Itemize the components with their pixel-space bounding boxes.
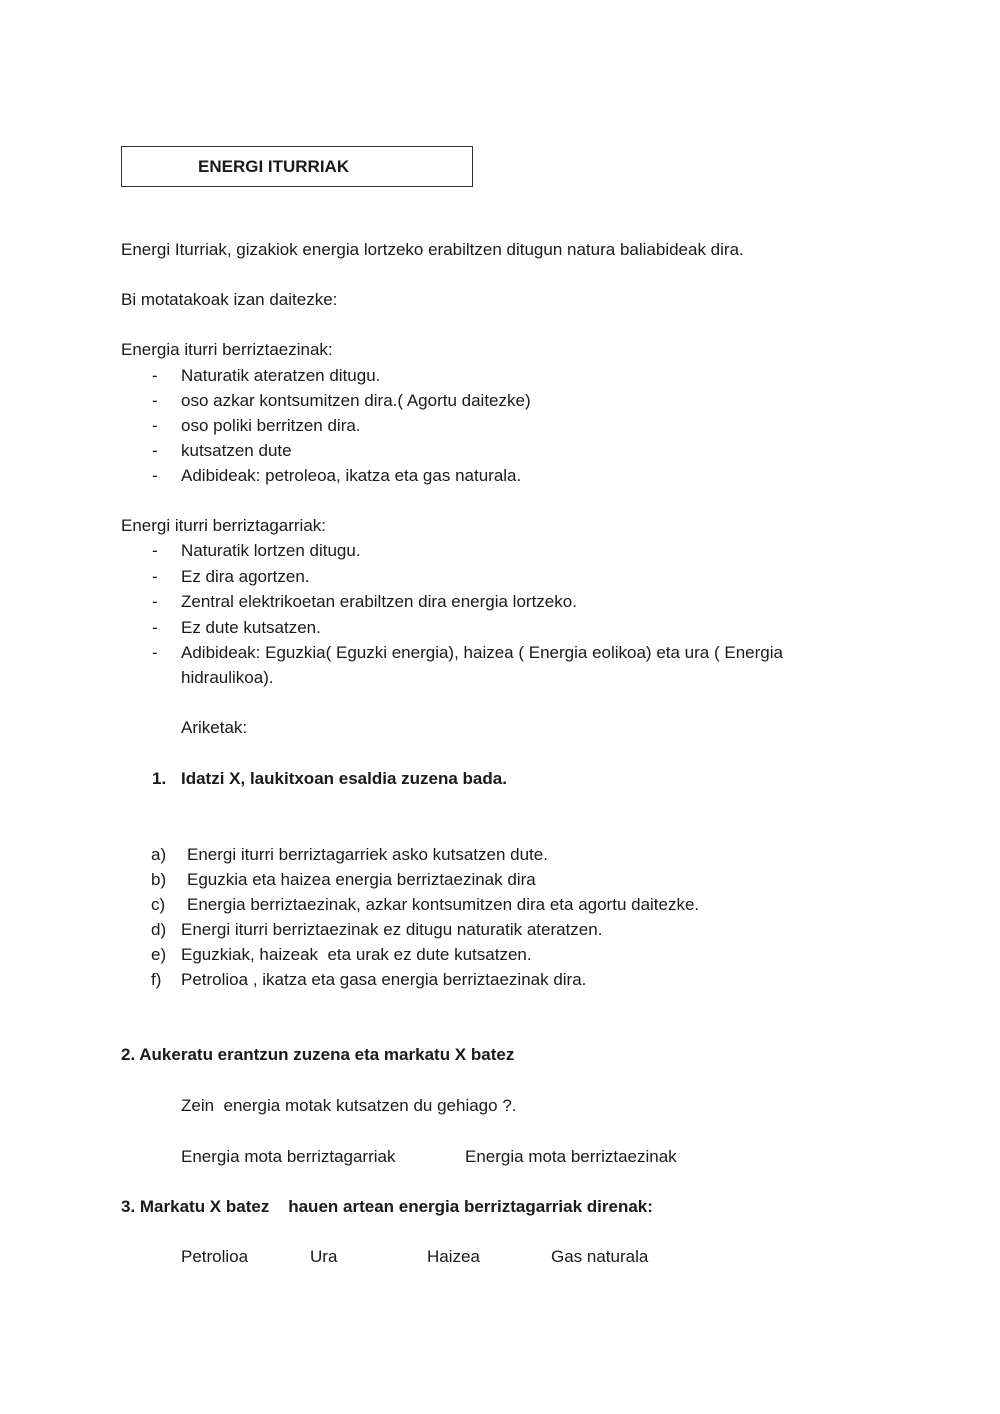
option: Haizea <box>427 1247 480 1266</box>
page-title: ENERGI ITURRIAK <box>198 157 350 176</box>
statement: Energi iturri berriztagarriek asko kutsatzen dute. <box>187 845 548 864</box>
exercise3-title: 3. Markatu X batez hauen artean energia berriztagarriak direnak: <box>121 1197 653 1216</box>
bullet: - <box>152 541 158 560</box>
statement: Petrolioa , ikatza eta gasa energia berriztaezinak dira. <box>181 970 587 989</box>
types-intro: Bi motatakoak izan daitezke: <box>121 290 338 309</box>
list-item: oso azkar kontsumitzen dira.( Agortu daitezke) <box>181 391 531 410</box>
bullet: - <box>152 643 158 662</box>
non-renewable-heading: Energia iturri berriztaezinak: <box>121 340 333 359</box>
list-item: Zentral elektrikoetan erabiltzen dira energia lortzeko. <box>181 592 577 611</box>
exercises-label: Ariketak: <box>181 718 248 737</box>
option: Ura <box>310 1247 338 1266</box>
statement: Energi iturri berriztaezinak ez ditugu naturatik ateratzen. <box>181 920 603 939</box>
title-box <box>121 146 473 187</box>
item-label: c) <box>151 895 166 914</box>
list-item: kutsatzen dute <box>181 441 292 460</box>
list-item: Naturatik lortzen ditugu. <box>181 541 361 560</box>
item-label: f) <box>151 970 162 989</box>
bullet: - <box>152 618 158 637</box>
option: Gas naturala <box>551 1247 649 1266</box>
intro-text: Energi Iturriak, gizakiok energia lortzeko erabiltzen ditugun natura baliabideak dira. <box>121 240 744 259</box>
bullet: - <box>152 416 158 435</box>
statement: Eguzkiak, haizeak eta urak ez dute kutsatzen. <box>181 945 532 964</box>
item-label: e) <box>151 945 167 964</box>
exercise1-title: Idatzi X, laukitxoan esaldia zuzena bada. <box>181 769 507 788</box>
list-item: Ez dira agortzen. <box>181 567 310 586</box>
bullet: - <box>152 391 158 410</box>
list-item: Adibideak: petroleoa, ikatza eta gas naturala. <box>181 466 522 485</box>
list-item: Adibideak: Eguzkia( Eguzki energia), haizea ( Energia eolikoa) eta ura ( Energia <box>181 643 783 662</box>
list-item-continued: hidraulikoa). <box>181 668 274 687</box>
item-label: b) <box>151 870 167 889</box>
item-label: d) <box>151 920 167 939</box>
bullet: - <box>152 466 158 485</box>
bullet: - <box>152 441 158 460</box>
exercise1-number: 1. <box>152 769 167 788</box>
option: Energia mota berriztagarriak <box>181 1147 396 1166</box>
exercise2-title: 2. Aukeratu erantzun zuzena eta markatu X batez <box>121 1045 515 1064</box>
renewable-heading: Energi iturri berriztagarriak: <box>121 516 327 535</box>
bullet: - <box>152 567 158 586</box>
bullet: - <box>152 592 158 611</box>
list-item: oso poliki berritzen dira. <box>181 416 361 435</box>
list-item: Ez dute kutsatzen. <box>181 618 321 637</box>
statement: Eguzkia eta haizea energia berriztaezinak dira <box>187 870 536 889</box>
option: Energia mota berriztaezinak <box>465 1147 677 1166</box>
exercise2-question: Zein energia motak kutsatzen du gehiago ?. <box>181 1096 517 1115</box>
option: Petrolioa <box>181 1247 249 1266</box>
item-label: a) <box>151 845 167 864</box>
list-item: Naturatik ateratzen ditugu. <box>181 366 381 385</box>
bullet: - <box>152 366 158 385</box>
statement: Energia berriztaezinak, azkar kontsumitzen dira eta agortu daitezke. <box>187 895 700 914</box>
